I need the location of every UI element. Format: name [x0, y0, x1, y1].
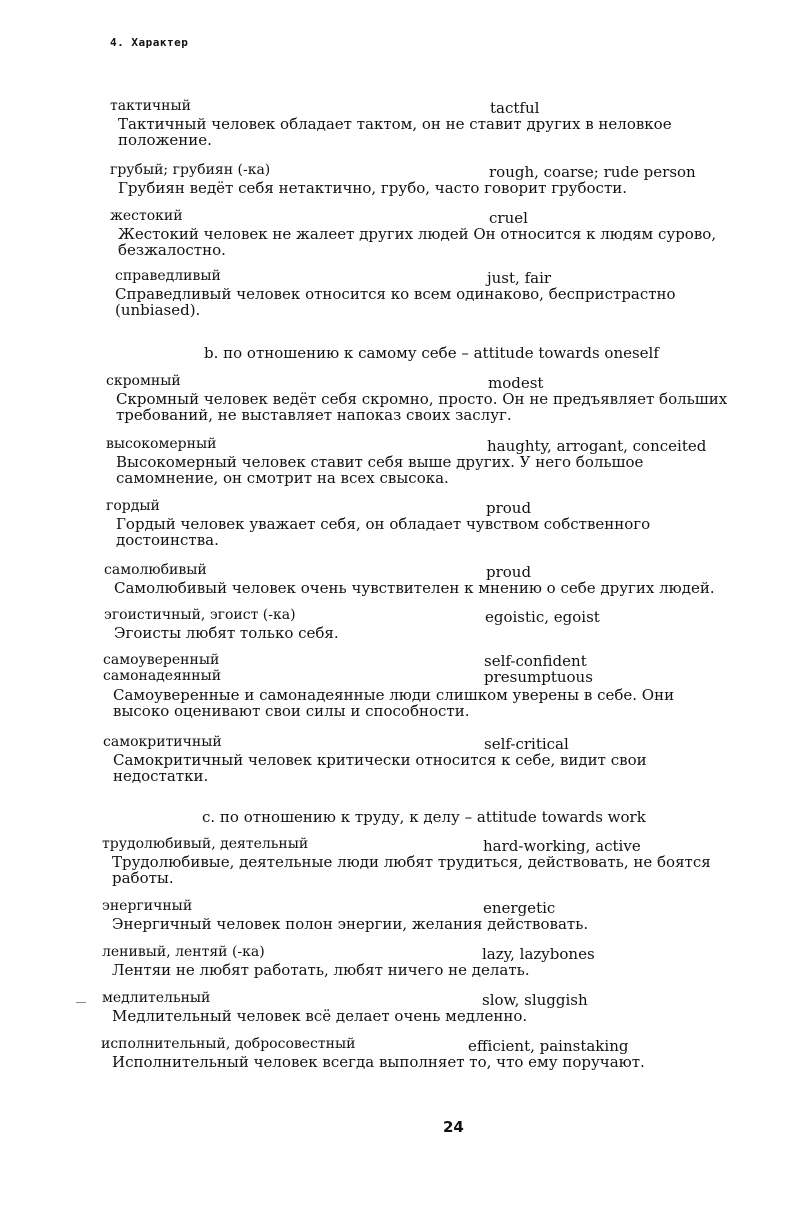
entry-term: жестокий — [110, 208, 183, 224]
entry-gloss: proud — [486, 563, 532, 581]
entry-gloss: cruel — [489, 209, 528, 227]
entry-definition: Грубиян ведёт себя нетактично, грубо, часто говорит грубости. — [118, 179, 628, 197]
entry-term: гордый — [106, 498, 160, 514]
entry-term: энергичный — [102, 898, 193, 914]
page-number: 24 — [443, 1118, 464, 1136]
entry-definition: Высокомерный человек ставит себя выше других. У него большое самомнение, он смотрит на всех свысока. — [116, 453, 644, 487]
entry-definition: Справедливый человек относится ко всем одинаково, беспристрастно (unbiased). — [115, 285, 676, 319]
entry-definition: Эгоисты любят только себя. — [114, 624, 339, 642]
entry-gloss: slow, sluggish — [482, 991, 588, 1009]
entry-gloss: lazy, lazybones — [482, 945, 595, 963]
entry-definition: Лентяи не любят работать, любят ничего не делать. — [112, 961, 530, 979]
entry-term: медлительный — [102, 990, 211, 1006]
entry-gloss: proud — [486, 499, 532, 517]
margin-mark — [76, 1002, 86, 1003]
entry-definition: Медлительный человек всё делает очень медленно. — [112, 1007, 528, 1025]
entry-term: скромный — [106, 373, 181, 389]
entry-gloss: egoistic, egoist — [485, 608, 600, 626]
entry-gloss: efficient, painstaking — [468, 1037, 629, 1055]
section-heading-b: b. по отношению к самому себе – attitude towards oneself — [204, 344, 659, 362]
entry-term: справедливый — [115, 268, 221, 284]
entry-term: ленивый, лентяй (-ка) — [102, 944, 265, 960]
entry-definition: Самолюбивый человек очень чувствителен к мнению о себе других людей. — [114, 579, 715, 597]
section-heading-c: c. по отношению к труду, к делу – attitude towards work — [202, 808, 646, 826]
entry-term: эгоистичный, эгоист (-ка) — [104, 607, 296, 623]
entry-gloss: haughty, arrogant, conceited — [487, 437, 707, 455]
entry-term: трудолюбивый, деятельный — [102, 836, 309, 852]
entry-definition: Гордый человек уважает себя, он обладает чувством собственного достоинства. — [116, 515, 651, 549]
entry-definition: Самокритичный человек критически относится к себе, видит свои недостатки. — [113, 751, 647, 785]
entry-gloss: self-confident presumptuous — [484, 652, 593, 686]
entry-term: самолюбивый — [104, 562, 207, 578]
entry-gloss: tactful — [490, 99, 540, 117]
entry-definition: Жестокий человек не жалеет других людей Он относится к людям сурово, безжалостно. — [118, 225, 717, 259]
entry-term: высокомерный — [106, 436, 217, 452]
entry-definition: Тактичный человек обладает тактом, он не ставит других в неловкое положение. — [118, 115, 672, 149]
entry-gloss: rough, coarse; rude person — [489, 163, 696, 181]
entry-term: самоуверенный самонадеянный — [103, 652, 222, 684]
entry-gloss: hard-working, active — [483, 837, 641, 855]
entry-term: самокритичный — [103, 734, 222, 750]
entry-definition: Скромный человек ведёт себя скромно, просто. Он не предъявляет больших требований, не выставляет напоказ своих заслуг. — [116, 390, 728, 424]
entry-term: исполнительный, добросовестный — [101, 1036, 356, 1052]
entry-term: грубый; грубиян (-ка) — [110, 162, 271, 178]
entry-definition: Исполнительный человек всегда выполняет то, что ему поручают. — [112, 1053, 645, 1071]
running-head: 4. Характер — [110, 36, 189, 49]
entry-definition: Энергичный человек полон энергии, желания действовать. — [112, 915, 589, 933]
entry-gloss: just, fair — [487, 269, 552, 287]
entry-gloss: modest — [488, 374, 544, 392]
entry-term: тактичный — [110, 98, 191, 114]
entry-definition: Трудолюбивые, деятельные люди любят трудиться, действовать, не боятся работы. — [112, 853, 711, 887]
entry-gloss: energetic — [483, 899, 556, 917]
entry-gloss: self-critical — [484, 735, 569, 753]
entry-definition: Самоуверенные и самонадеянные люди слишком уверены в себе. Они высоко оценивают свои силы и способности. — [113, 686, 675, 720]
